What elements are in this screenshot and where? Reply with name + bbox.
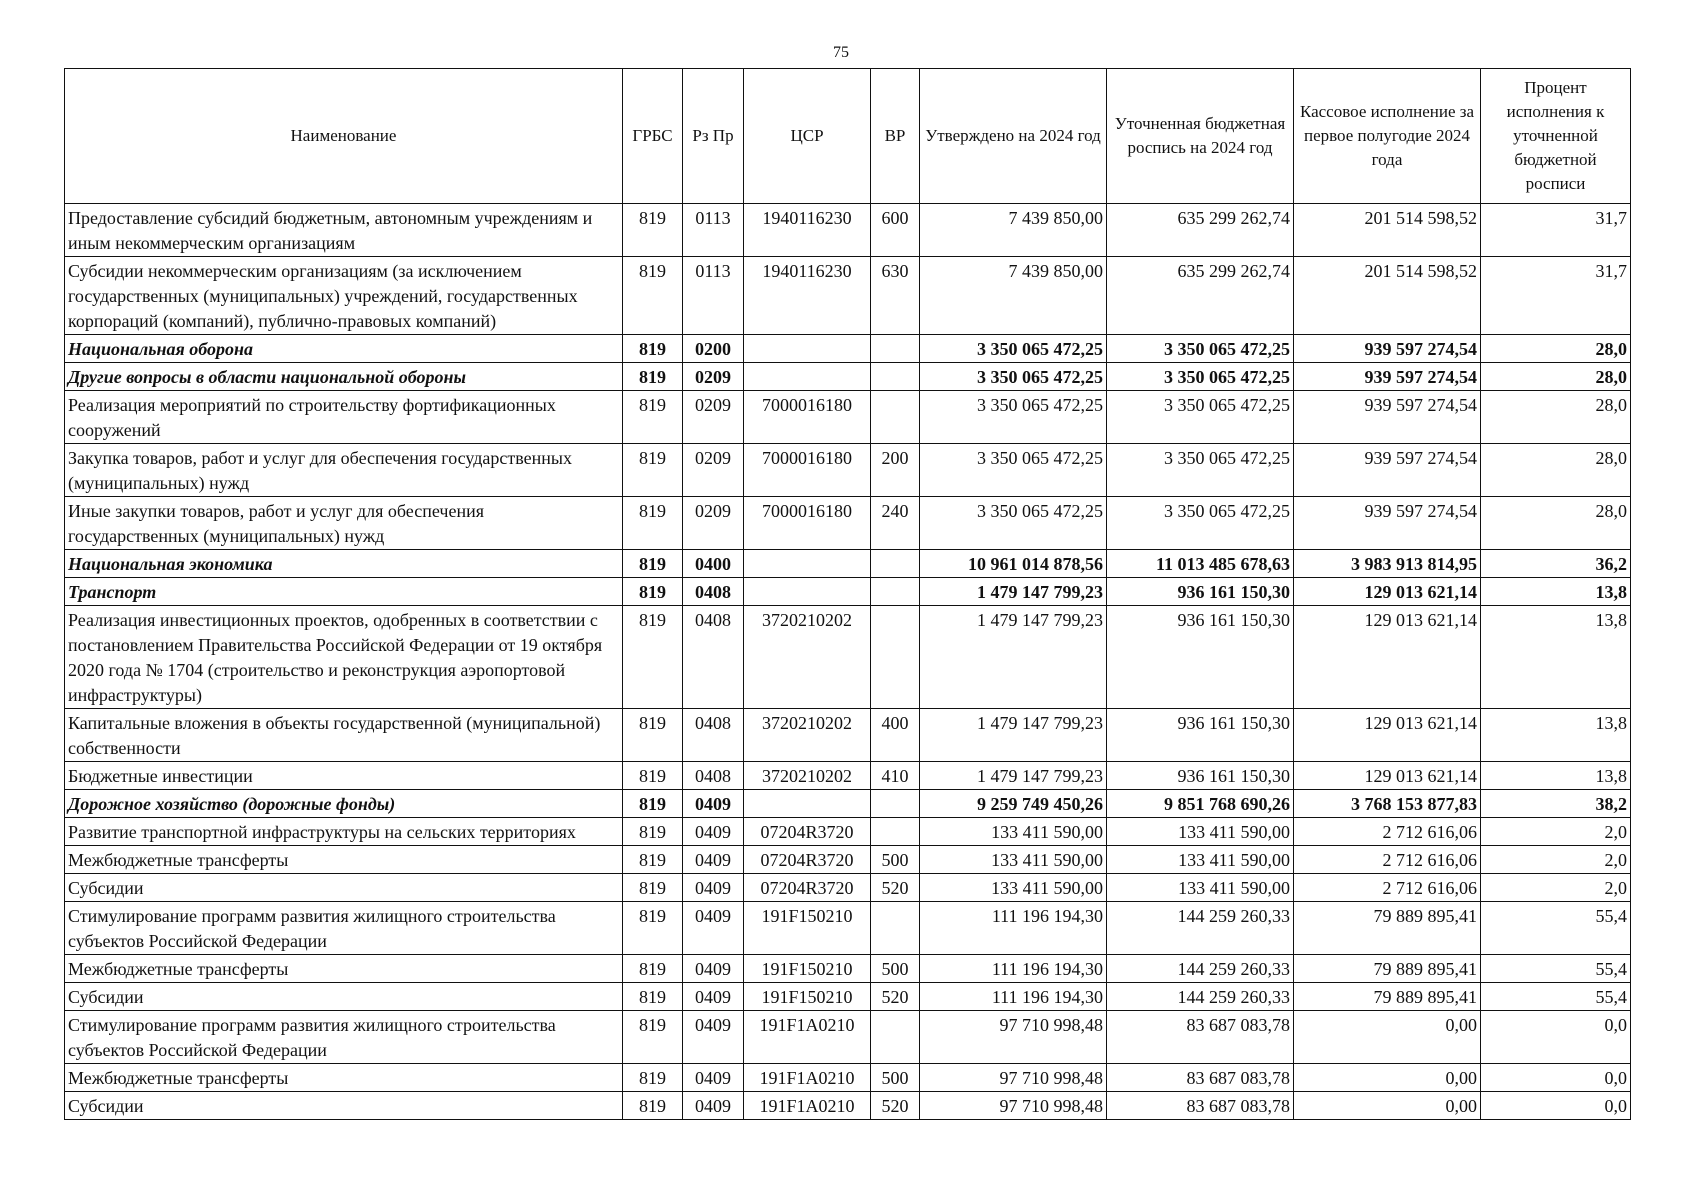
cell-revised: 83 687 083,78: [1107, 1064, 1294, 1092]
cell-rzpr: 0409: [683, 874, 744, 902]
cell-approved: 1 479 147 799,23: [920, 709, 1107, 762]
cell-csr: 191F150210: [744, 955, 871, 983]
cell-executed: 201 514 598,52: [1294, 204, 1481, 257]
cell-approved: 111 196 194,30: [920, 955, 1107, 983]
cell-approved: 3 350 065 472,25: [920, 363, 1107, 391]
cell-grbs: 819: [623, 497, 683, 550]
cell-csr: 191F1A0210: [744, 1092, 871, 1120]
cell-csr: 191F1A0210: [744, 1064, 871, 1092]
cell-percent: 36,2: [1481, 550, 1631, 578]
header-csr: ЦСР: [744, 69, 871, 204]
cell-rzpr: 0113: [683, 204, 744, 257]
cell-rzpr: 0408: [683, 606, 744, 709]
cell-rzpr: 0113: [683, 257, 744, 335]
table-row: [65, 363, 1631, 391]
cell-executed: 129 013 621,14: [1294, 762, 1481, 790]
cell-rzpr: 0409: [683, 1011, 744, 1064]
cell-vr: [871, 606, 920, 709]
cell-rzpr: 0409: [683, 818, 744, 846]
cell-approved: 133 411 590,00: [920, 818, 1107, 846]
cell-executed: 79 889 895,41: [1294, 955, 1481, 983]
cell-approved: 111 196 194,30: [920, 983, 1107, 1011]
cell-executed: 2 712 616,06: [1294, 818, 1481, 846]
cell-csr: [744, 790, 871, 818]
cell-csr: 3720210202: [744, 762, 871, 790]
cell-grbs: 819: [623, 983, 683, 1011]
table-row: [65, 762, 1631, 790]
cell-percent: 2,0: [1481, 874, 1631, 902]
cell-approved: 111 196 194,30: [920, 902, 1107, 955]
cell-percent: 28,0: [1481, 497, 1631, 550]
cell-executed: 0,00: [1294, 1064, 1481, 1092]
cell-revised: 635 299 262,74: [1107, 204, 1294, 257]
cell-percent: 28,0: [1481, 363, 1631, 391]
table-row: [65, 606, 1631, 709]
cell-vr: [871, 1011, 920, 1064]
header-rzpr: Рз Пр: [683, 69, 744, 204]
cell-approved: 10 961 014 878,56: [920, 550, 1107, 578]
cell-percent: 0,0: [1481, 1064, 1631, 1092]
cell-revised: 936 161 150,30: [1107, 578, 1294, 606]
table-row: [65, 1064, 1631, 1092]
cell-name: Межбюджетные трансферты: [65, 1064, 623, 1092]
cell-executed: 0,00: [1294, 1092, 1481, 1120]
cell-name: Стимулирование программ развития жилищного строительства субъектов Российской Федерации: [65, 902, 623, 955]
cell-csr: 3720210202: [744, 606, 871, 709]
cell-rzpr: 0409: [683, 955, 744, 983]
header-grbs: ГРБС: [623, 69, 683, 204]
cell-grbs: 819: [623, 762, 683, 790]
cell-revised: 133 411 590,00: [1107, 818, 1294, 846]
cell-grbs: 819: [623, 606, 683, 709]
cell-rzpr: 0408: [683, 762, 744, 790]
cell-percent: 2,0: [1481, 846, 1631, 874]
cell-approved: 133 411 590,00: [920, 874, 1107, 902]
cell-vr: [871, 818, 920, 846]
cell-vr: 520: [871, 983, 920, 1011]
cell-revised: 635 299 262,74: [1107, 257, 1294, 335]
cell-vr: [871, 902, 920, 955]
table-row: [65, 709, 1631, 762]
cell-name: Реализация мероприятий по строительству фортификационных сооружений: [65, 391, 623, 444]
cell-grbs: 819: [623, 1064, 683, 1092]
cell-name: Национальная экономика: [65, 550, 623, 578]
cell-executed: 129 013 621,14: [1294, 606, 1481, 709]
cell-executed: 79 889 895,41: [1294, 983, 1481, 1011]
cell-name: Реализация инвестиционных проектов, одобренных в соответствии с постановлением Правительства Российской Федерации от 19 октября 2020 года № 1704 (строительство и реконструкция аэропортовой инфраструктуры): [65, 606, 623, 709]
cell-percent: 2,0: [1481, 818, 1631, 846]
cell-grbs: 819: [623, 550, 683, 578]
cell-executed: 3 983 913 814,95: [1294, 550, 1481, 578]
cell-name: Транспорт: [65, 578, 623, 606]
cell-rzpr: 0400: [683, 550, 744, 578]
cell-revised: 133 411 590,00: [1107, 846, 1294, 874]
table-row: [65, 874, 1631, 902]
cell-csr: [744, 335, 871, 363]
cell-rzpr: 0409: [683, 790, 744, 818]
cell-executed: 79 889 895,41: [1294, 902, 1481, 955]
cell-csr: 3720210202: [744, 709, 871, 762]
table-row: [65, 444, 1631, 497]
cell-rzpr: 0408: [683, 709, 744, 762]
cell-csr: 191F1A0210: [744, 1011, 871, 1064]
page-number: 75: [833, 44, 849, 61]
cell-executed: 2 712 616,06: [1294, 846, 1481, 874]
cell-revised: 936 161 150,30: [1107, 709, 1294, 762]
cell-percent: 38,2: [1481, 790, 1631, 818]
cell-vr: 630: [871, 257, 920, 335]
table-row: [65, 497, 1631, 550]
cell-csr: 1940116230: [744, 204, 871, 257]
table-row: [65, 846, 1631, 874]
header-approved: Утверждено на 2024 год: [920, 69, 1107, 204]
cell-vr: 520: [871, 874, 920, 902]
cell-grbs: 819: [623, 902, 683, 955]
cell-percent: 31,7: [1481, 204, 1631, 257]
cell-percent: 0,0: [1481, 1011, 1631, 1064]
cell-csr: 7000016180: [744, 497, 871, 550]
cell-revised: 83 687 083,78: [1107, 1011, 1294, 1064]
cell-csr: 07204R3720: [744, 846, 871, 874]
cell-name: Межбюджетные трансферты: [65, 846, 623, 874]
cell-approved: 1 479 147 799,23: [920, 578, 1107, 606]
cell-rzpr: 0409: [683, 983, 744, 1011]
table-row: [65, 204, 1631, 257]
cell-vr: 240: [871, 497, 920, 550]
cell-name: Предоставление субсидий бюджетным, автономным учреждениям и иным некоммерческим организациям: [65, 204, 623, 257]
cell-grbs: 819: [623, 204, 683, 257]
cell-revised: 144 259 260,33: [1107, 955, 1294, 983]
cell-rzpr: 0409: [683, 1092, 744, 1120]
cell-executed: 939 597 274,54: [1294, 391, 1481, 444]
cell-executed: 201 514 598,52: [1294, 257, 1481, 335]
cell-executed: 939 597 274,54: [1294, 444, 1481, 497]
table-row: [65, 1011, 1631, 1064]
cell-name: Субсидии: [65, 874, 623, 902]
table-row: [65, 902, 1631, 955]
cell-grbs: 819: [623, 1011, 683, 1064]
table-row: [65, 818, 1631, 846]
table-row: [65, 550, 1631, 578]
cell-vr: [871, 335, 920, 363]
cell-grbs: 819: [623, 874, 683, 902]
cell-name: Другие вопросы в области национальной обороны: [65, 363, 623, 391]
cell-executed: 129 013 621,14: [1294, 578, 1481, 606]
cell-approved: 97 710 998,48: [920, 1064, 1107, 1092]
cell-grbs: 819: [623, 790, 683, 818]
cell-grbs: 819: [623, 444, 683, 497]
cell-approved: 3 350 065 472,25: [920, 391, 1107, 444]
cell-name: Субсидии: [65, 983, 623, 1011]
cell-rzpr: 0409: [683, 846, 744, 874]
cell-approved: 97 710 998,48: [920, 1092, 1107, 1120]
cell-percent: 0,0: [1481, 1092, 1631, 1120]
cell-revised: 144 259 260,33: [1107, 983, 1294, 1011]
cell-percent: 55,4: [1481, 902, 1631, 955]
header-percent: Процент исполнения к уточненной бюджетной росписи: [1481, 69, 1631, 204]
cell-vr: 400: [871, 709, 920, 762]
cell-name: Развитие транспортной инфраструктуры на сельских территориях: [65, 818, 623, 846]
cell-csr: 7000016180: [744, 444, 871, 497]
cell-executed: 939 597 274,54: [1294, 497, 1481, 550]
cell-name: Иные закупки товаров, работ и услуг для обеспечения государственных (муниципальных) нужд: [65, 497, 623, 550]
cell-vr: [871, 790, 920, 818]
header-executed: Кассовое исполнение за первое полугодие 2024 года: [1294, 69, 1481, 204]
cell-vr: 600: [871, 204, 920, 257]
cell-csr: 07204R3720: [744, 818, 871, 846]
cell-approved: 7 439 850,00: [920, 204, 1107, 257]
cell-revised: 83 687 083,78: [1107, 1092, 1294, 1120]
cell-percent: 13,8: [1481, 762, 1631, 790]
cell-approved: 1 479 147 799,23: [920, 606, 1107, 709]
cell-approved: 3 350 065 472,25: [920, 444, 1107, 497]
cell-vr: [871, 578, 920, 606]
cell-revised: 3 350 065 472,25: [1107, 363, 1294, 391]
cell-revised: 3 350 065 472,25: [1107, 335, 1294, 363]
table-row: [65, 335, 1631, 363]
cell-revised: 3 350 065 472,25: [1107, 391, 1294, 444]
cell-name: Закупка товаров, работ и услуг для обеспечения государственных (муниципальных) нужд: [65, 444, 623, 497]
header-revised: Уточненная бюджетная роспись на 2024 год: [1107, 69, 1294, 204]
table-row: [65, 1092, 1631, 1120]
cell-percent: 28,0: [1481, 391, 1631, 444]
cell-name: Межбюджетные трансферты: [65, 955, 623, 983]
cell-vr: 500: [871, 846, 920, 874]
table-row: [65, 391, 1631, 444]
cell-csr: 191F150210: [744, 902, 871, 955]
cell-name: Капитальные вложения в объекты государственной (муниципальной) собственности: [65, 709, 623, 762]
cell-csr: [744, 363, 871, 391]
cell-revised: 11 013 485 678,63: [1107, 550, 1294, 578]
cell-grbs: 819: [623, 391, 683, 444]
cell-percent: 31,7: [1481, 257, 1631, 335]
cell-vr: 410: [871, 762, 920, 790]
cell-vr: 520: [871, 1092, 920, 1120]
cell-executed: 2 712 616,06: [1294, 874, 1481, 902]
cell-rzpr: 0408: [683, 578, 744, 606]
cell-grbs: 819: [623, 257, 683, 335]
cell-revised: 144 259 260,33: [1107, 902, 1294, 955]
table-row: [65, 257, 1631, 335]
cell-grbs: 819: [623, 709, 683, 762]
cell-approved: 9 259 749 450,26: [920, 790, 1107, 818]
cell-rzpr: 0209: [683, 497, 744, 550]
cell-name: Национальная оборона: [65, 335, 623, 363]
cell-rzpr: 0209: [683, 444, 744, 497]
cell-name: Бюджетные инвестиции: [65, 762, 623, 790]
cell-approved: 133 411 590,00: [920, 846, 1107, 874]
cell-csr: 1940116230: [744, 257, 871, 335]
cell-name: Субсидии: [65, 1092, 623, 1120]
cell-vr: 200: [871, 444, 920, 497]
cell-name: Субсидии некоммерческим организациям (за исключением государственных (муниципальных) учреждений, государственных корпораций (компаний), публично-правовых компаний): [65, 257, 623, 335]
cell-revised: 936 161 150,30: [1107, 606, 1294, 709]
cell-rzpr: 0409: [683, 902, 744, 955]
cell-csr: 07204R3720: [744, 874, 871, 902]
table-body: [65, 204, 1631, 1120]
cell-vr: [871, 363, 920, 391]
cell-revised: 3 350 065 472,25: [1107, 444, 1294, 497]
cell-executed: 0,00: [1294, 1011, 1481, 1064]
budget-table: [64, 68, 1631, 1120]
cell-revised: 9 851 768 690,26: [1107, 790, 1294, 818]
cell-csr: 191F150210: [744, 983, 871, 1011]
table-row: [65, 578, 1631, 606]
cell-vr: 500: [871, 1064, 920, 1092]
cell-executed: 3 768 153 877,83: [1294, 790, 1481, 818]
cell-grbs: 819: [623, 955, 683, 983]
cell-grbs: 819: [623, 846, 683, 874]
cell-executed: 939 597 274,54: [1294, 363, 1481, 391]
cell-executed: 129 013 621,14: [1294, 709, 1481, 762]
cell-grbs: 819: [623, 335, 683, 363]
cell-csr: [744, 578, 871, 606]
cell-percent: 55,4: [1481, 955, 1631, 983]
cell-name: Дорожное хозяйство (дорожные фонды): [65, 790, 623, 818]
header-row: [65, 69, 1631, 204]
table-row: [65, 983, 1631, 1011]
cell-rzpr: 0200: [683, 335, 744, 363]
cell-approved: 3 350 065 472,25: [920, 497, 1107, 550]
cell-approved: 3 350 065 472,25: [920, 335, 1107, 363]
cell-rzpr: 0209: [683, 391, 744, 444]
header-name: Наименование: [65, 69, 623, 204]
cell-revised: 936 161 150,30: [1107, 762, 1294, 790]
cell-csr: [744, 550, 871, 578]
cell-approved: 1 479 147 799,23: [920, 762, 1107, 790]
cell-grbs: 819: [623, 1092, 683, 1120]
cell-rzpr: 0209: [683, 363, 744, 391]
cell-vr: 500: [871, 955, 920, 983]
header-vr: ВР: [871, 69, 920, 204]
cell-rzpr: 0409: [683, 1064, 744, 1092]
cell-revised: 133 411 590,00: [1107, 874, 1294, 902]
table-row: [65, 955, 1631, 983]
cell-grbs: 819: [623, 363, 683, 391]
cell-approved: 97 710 998,48: [920, 1011, 1107, 1064]
cell-csr: 7000016180: [744, 391, 871, 444]
cell-grbs: 819: [623, 818, 683, 846]
cell-revised: 3 350 065 472,25: [1107, 497, 1294, 550]
cell-percent: 13,8: [1481, 606, 1631, 709]
cell-approved: 7 439 850,00: [920, 257, 1107, 335]
cell-percent: 55,4: [1481, 983, 1631, 1011]
cell-name: Стимулирование программ развития жилищного строительства субъектов Российской Федерации: [65, 1011, 623, 1064]
cell-grbs: 819: [623, 578, 683, 606]
cell-percent: 13,8: [1481, 709, 1631, 762]
cell-percent: 28,0: [1481, 444, 1631, 497]
cell-percent: 13,8: [1481, 578, 1631, 606]
table-row: [65, 790, 1631, 818]
cell-executed: 939 597 274,54: [1294, 335, 1481, 363]
cell-vr: [871, 391, 920, 444]
cell-vr: [871, 550, 920, 578]
cell-percent: 28,0: [1481, 335, 1631, 363]
